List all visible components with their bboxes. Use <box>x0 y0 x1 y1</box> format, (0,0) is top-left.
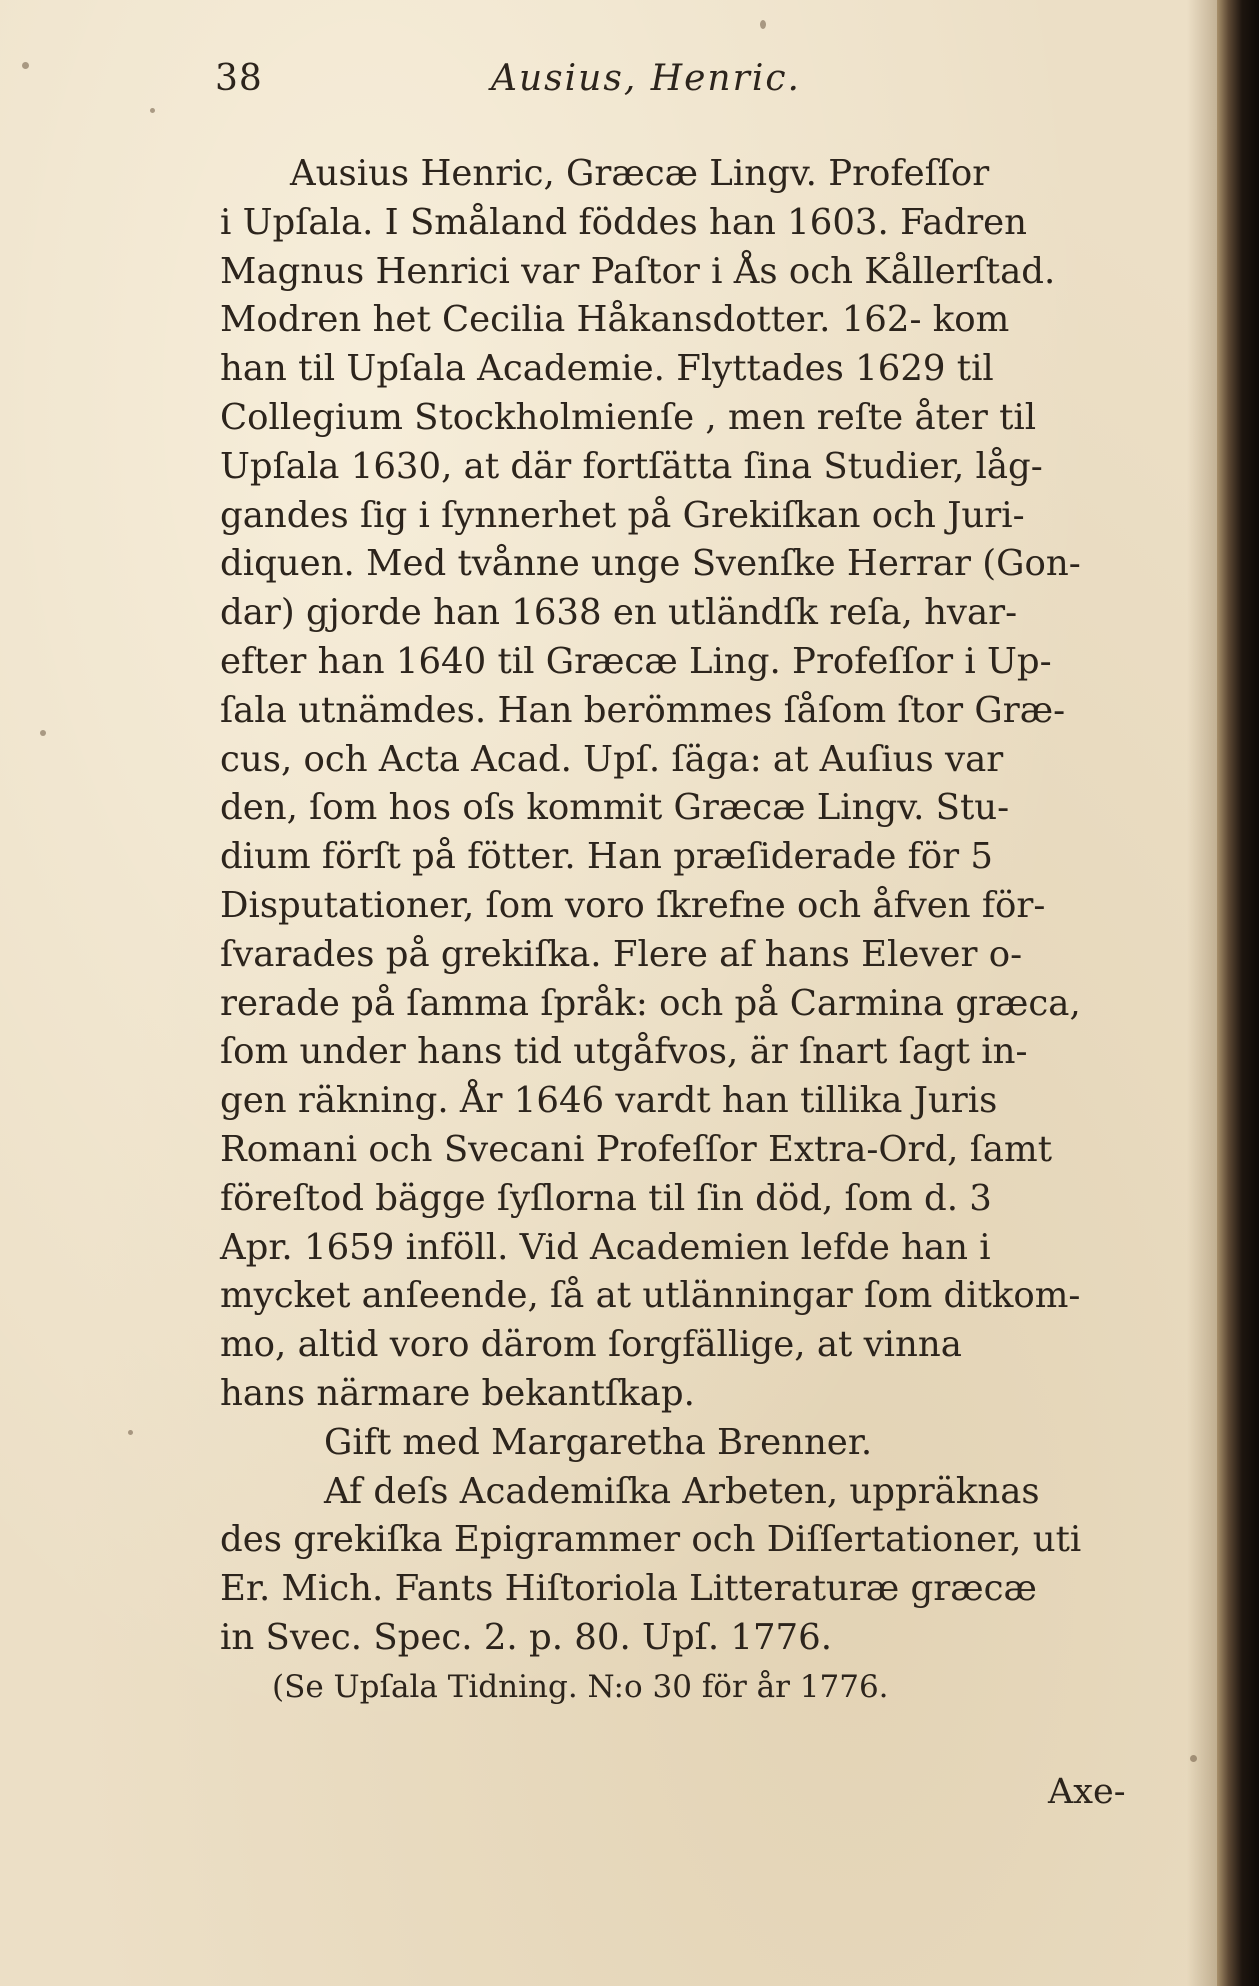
text-line: Er. Mich. Fants Hiſtoriola Litteraturæ græcæ <box>220 1568 1037 1610</box>
text-line: ſala utnämdes. Han berömmes ſåſom ſtor Græ- <box>220 689 1066 731</box>
catchword: Axe- <box>1048 1772 1126 1812</box>
text-line: Romani och Svecani Profeſſor Extra-Ord, ſamt <box>220 1128 1052 1170</box>
text-line: Upſala 1630, at där fortſätta ſina Studier, låg- <box>220 445 1043 487</box>
text-line: i Upſala. I Småland föddes han 1603. Fadren <box>220 201 1028 243</box>
text-line: des grekiſka Epigrammer och Diſſertationer, uti <box>220 1519 1082 1561</box>
text-line: mo, altid voro därom ſorgfällige, at vinna <box>220 1324 962 1366</box>
text-line: dium förſt på fötter. Han præſiderade för 5 <box>220 836 993 878</box>
text-line: (Se Upſala Tidning. N:o 30 för år 1776. <box>272 1668 889 1705</box>
text-line: Gift med Margaretha Brenner. <box>324 1421 873 1463</box>
text-line: mycket anſeende, ſå at utlänningar ſom ditkom- <box>220 1275 1081 1317</box>
text-line: ſom under hans tid utgåfvos, är ſnart ſagt in- <box>220 1031 1028 1073</box>
text-line: dar) gjorde han 1638 en utländſk reſa, hvar- <box>220 592 1018 634</box>
text-line: Collegium Stockholmienſe , men reſte åter til <box>220 396 1037 438</box>
entry-body <box>220 150 1150 1712</box>
text-line: Af deſs Academiſka Arbeten, uppräknas <box>324 1470 1040 1512</box>
text-line: ſvarades på grekiſka. Flere af hans Elever o- <box>220 933 1023 975</box>
text-line: gen räkning. År 1646 vardt han tillika Juris <box>220 1080 998 1122</box>
text-line: Ausius Henric, Græcæ Lingv. Profeſſor <box>290 153 990 194</box>
text-line: den, ſom hos oſs kommit Græcæ Lingv. Stu- <box>220 787 1010 829</box>
page-edge-shadow <box>1187 0 1217 1986</box>
page-number: 38 <box>215 58 263 99</box>
text-line: rerade på ſamma ſpråk: och på Carmina græca, <box>220 982 1081 1024</box>
text-line: in Svec. Spec. 2. p. 80. Upſ. 1776. <box>220 1616 833 1658</box>
text-line: föreſtod bägge ſyſlorna til ſin död, ſom d. 3 <box>220 1177 992 1219</box>
running-head: Ausius, Henric. <box>491 58 801 99</box>
text-line: cus, och Acta Acad. Upſ. ſäga: at Auſius var <box>220 738 1004 780</box>
text-line: Magnus Henrici var Paſtor i Ås och Kållerſtad. <box>220 250 1056 292</box>
text-line: efter han 1640 til Græcæ Ling. Profeſſor i Up- <box>220 640 1052 682</box>
running-header <box>215 58 915 108</box>
book-binding <box>1217 0 1259 1986</box>
text-line: han til Upſala Academie. Flyttades 1629 til <box>220 348 994 390</box>
text-line: gandes ſig i ſynnerhet på Grekiſkan och Juri- <box>220 494 1025 536</box>
text-line: Modren het Cecilia Håkansdotter. 162- kom <box>220 299 1010 341</box>
text-line: Apr. 1659 inföll. Vid Academien lefde han i <box>220 1226 991 1268</box>
text-line: diquen. Med tvånne unge Svenſke Herrar (Gon- <box>220 543 1081 585</box>
text-line: hans närmare bekantſkap. <box>220 1372 695 1414</box>
text-line: Disputationer, ſom voro ſkrefne och åfven för- <box>220 884 1046 926</box>
